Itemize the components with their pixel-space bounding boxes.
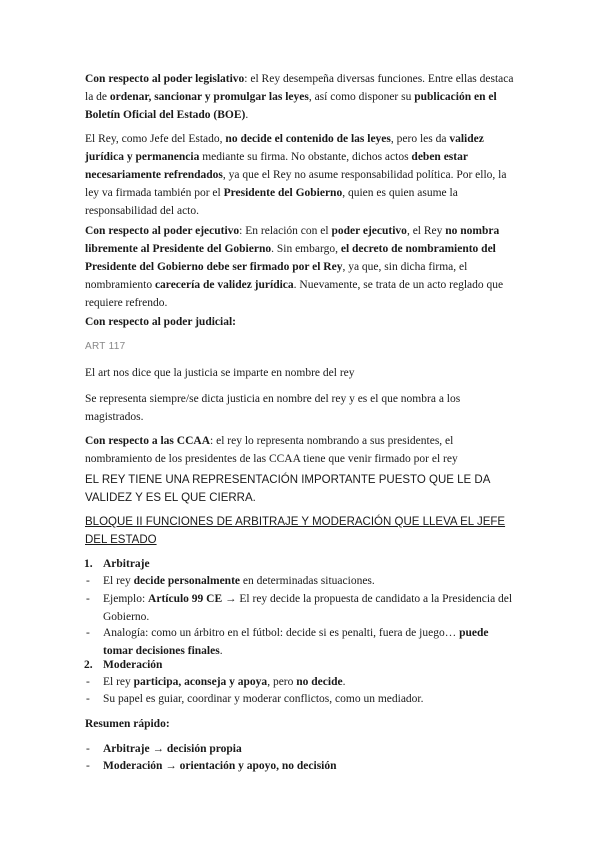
section-heading-bloque-ii: BLOQUE II FUNCIONES DE ARBITRAJE Y MODERACIÓN QUE LLEVA EL JEFE DEL ESTADO xyxy=(85,516,506,546)
text: : el rey lo representa nombrando a sus presidentes, el nombramiento de los presidentes de las CCAA tiene que venir firmado por el rey xyxy=(85,435,458,465)
heading-text: Resumen rápido: xyxy=(85,718,170,730)
section-moderacion xyxy=(84,656,517,674)
bold-text: no decide xyxy=(296,676,343,688)
section-title: Arbitraje xyxy=(103,558,150,570)
section-arbitraje xyxy=(84,555,517,573)
heading-resumen xyxy=(85,715,517,733)
bullet-dash: - xyxy=(86,627,90,639)
arrow-text: → xyxy=(162,760,180,772)
bold-text: publicación en el Boletín Oficial del Estado (BOE) xyxy=(85,91,497,121)
bullet-dash: - xyxy=(86,575,90,587)
list-item xyxy=(86,572,517,590)
bold-text: Presidente del Gobierno xyxy=(223,187,343,199)
text: , así como disponer su xyxy=(308,91,415,103)
list-number: 2. xyxy=(84,659,93,671)
bold-text: decide personalmente xyxy=(133,575,241,587)
paragraph-representacion: EL REY TIENE UNA REPRESENTACIÓN IMPORTANTE PUESTO QUE LE DA VALIDEZ Y ES EL QUE CIERRA. xyxy=(85,474,490,504)
list-item xyxy=(86,590,517,626)
list-item xyxy=(86,673,517,691)
paragraph-justicia: El art nos dice que la justicia se imparte en nombre del rey xyxy=(85,367,355,379)
text: . xyxy=(342,676,346,688)
text: → El rey decide la propuesta de candidato a la Presidencia del Gobierno. xyxy=(103,593,513,623)
list-item xyxy=(86,740,517,758)
list-number: 1. xyxy=(84,558,93,570)
text: mediante su firma. No obstante, dichos actos xyxy=(199,151,412,163)
bullet-dash: - xyxy=(86,593,90,605)
heading-poder-legislativo: Con respecto al poder legislativo xyxy=(85,73,245,85)
text: El rey xyxy=(103,676,134,688)
text: . xyxy=(219,645,223,657)
heading-ccaa: Con respecto a las CCAA xyxy=(85,435,211,447)
text: El Rey, como Jefe del Estado, xyxy=(85,133,226,145)
paragraph-rey-jefe-estado xyxy=(85,130,517,220)
bold-text: decisión propia xyxy=(166,743,242,755)
text: . xyxy=(245,109,249,121)
heading-poder-ejecutivo: Con respecto al poder ejecutivo xyxy=(85,225,240,237)
list-item xyxy=(86,757,517,775)
text: . Sin embargo, xyxy=(271,243,341,255)
bold-text: participa, aconseja y apoya xyxy=(133,676,268,688)
text: , el Rey xyxy=(406,225,446,237)
bold-text: Artículo 99 CE xyxy=(148,593,223,605)
text: : el Rey desempeña diversas funciones. Entre ellas destaca la de xyxy=(85,73,514,103)
text: en determinadas situaciones. xyxy=(240,575,375,587)
bold-text: Moderación xyxy=(103,760,163,772)
bold-text: deben estar necesariamente refrendados xyxy=(85,151,468,181)
bold-text: poder ejecutivo xyxy=(331,225,407,237)
paragraph-ccaa xyxy=(85,432,517,468)
text: El rey xyxy=(103,575,134,587)
paragraph-poder-legislativo xyxy=(85,70,517,124)
article-reference: ART 117 xyxy=(85,341,126,352)
bold-text: Arbitraje xyxy=(103,743,150,755)
section-title: Moderación xyxy=(103,659,163,671)
heading-text: Con respecto al poder judicial: xyxy=(85,316,236,328)
paragraph-poder-ejecutivo xyxy=(85,222,517,312)
bold-text: el decreto de nombramiento del Presidente del Gobierno debe ser firmado por el Rey xyxy=(85,243,496,273)
paragraph-magistrados: Se representa siempre/se dicta justicia en nombre del rey y es el que nombra a los magistrados. xyxy=(85,393,461,423)
bold-text: carecería de validez jurídica xyxy=(154,279,294,291)
bullet-dash: - xyxy=(86,676,90,688)
bold-text: ordenar, sancionar y promulgar las leyes xyxy=(109,91,309,103)
text: . Nuevamente, se trata de un acto reglado que requiere refrendo. xyxy=(85,279,504,309)
bold-text: no decide el contenido de las leyes xyxy=(225,133,391,145)
bullet-dash: - xyxy=(86,743,90,755)
list-item xyxy=(86,690,517,708)
text: Ejemplo: xyxy=(103,593,149,605)
list-item xyxy=(86,624,517,660)
text: , ya que el Rey no asume responsabilidad política. Por ello, la ley va firmada también por el xyxy=(85,169,507,199)
heading-poder-judicial xyxy=(85,313,517,331)
text: , ya que, sin dicha firma, el nombramiento xyxy=(85,261,468,291)
bold-text: no nombra libremente al Presidente del Gobierno xyxy=(85,225,500,255)
bullet-dash: - xyxy=(86,693,90,705)
text: Su papel es guiar, coordinar y moderar conflictos, como un mediador. xyxy=(103,693,424,705)
text: , pero xyxy=(267,676,297,688)
arrow-text: → xyxy=(149,743,167,755)
text: Analogía: como un árbitro en el fútbol: decide si es penalti, fuera de juego… xyxy=(103,627,460,639)
bold-text: validez jurídica y permanencia xyxy=(85,133,484,163)
bullet-dash: - xyxy=(86,760,90,772)
text: , quien es quien asume la responsabilidad del acto. xyxy=(85,187,458,217)
text: : En relación con el xyxy=(239,225,332,237)
text: , pero les da xyxy=(390,133,450,145)
bold-text: puede tomar decisiones finales xyxy=(103,627,489,657)
bold-text: orientación y apoyo, no decisión xyxy=(179,760,337,772)
